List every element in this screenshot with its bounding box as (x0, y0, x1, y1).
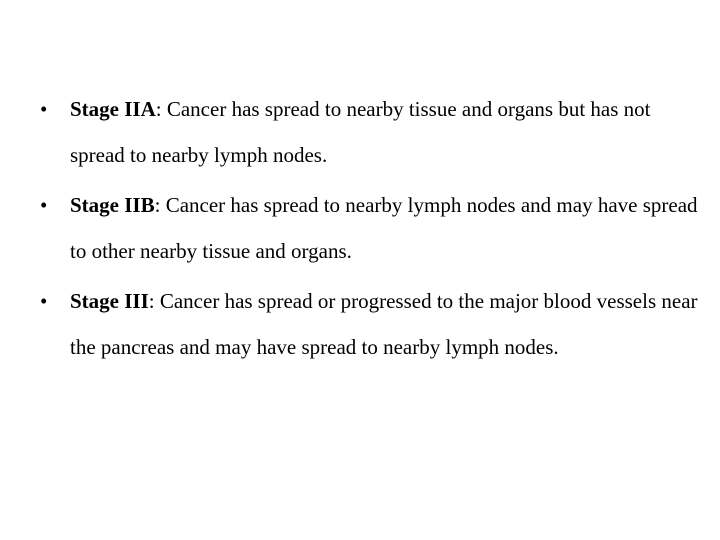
bullet-icon: • (40, 289, 48, 313)
stage-list (38, 86, 698, 374)
list-item-stage-iii (38, 278, 698, 370)
list-item-stage-iib (38, 182, 698, 274)
list-item-stage-iia (38, 86, 698, 178)
stage-term: Stage IIB (70, 193, 155, 217)
stage-description: : Cancer has spread to nearby lymph nodes and may have spread to other nearby tissue and organs. (70, 193, 698, 263)
stage-term: Stage IIA (70, 97, 156, 121)
stage-description: : Cancer has spread or progressed to the major blood vessels near the pancreas and may have spread to nearby lymph nodes. (70, 289, 698, 359)
stage-term: Stage III (70, 289, 149, 313)
bullet-icon: • (40, 193, 48, 217)
stage-description: : Cancer has spread to nearby tissue and organs but has not spread to nearby lymph nodes. (70, 97, 651, 167)
bullet-icon: • (40, 97, 48, 121)
